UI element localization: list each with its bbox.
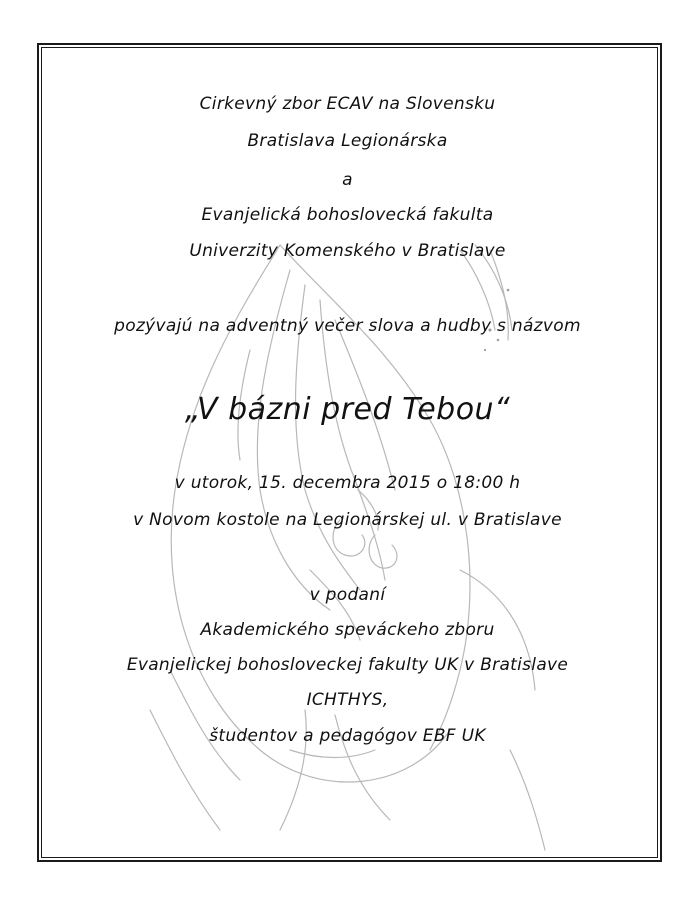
organizer-line-4: Univerzity Komenského v Bratislave [189,241,506,261]
event-venue: v Novom kostole na Legionárskej ul. v Bratislave [133,510,562,530]
organizer-conjunction: a [342,170,353,190]
event-datetime: v utorok, 15. decembra 2015 o 18:00 h [174,473,521,493]
performers-intro: v podaní [309,585,386,605]
organizer-line-1: Cirkevný zbor ECAV na Slovensku [199,94,496,114]
performers-line-2: Evanjelickej bohosloveckej fakulty UK v Bratislave [126,655,569,675]
performers-line-3: ICHTHYS, [306,690,389,710]
performers-line-1: Akademického speváckeho zboru [200,620,495,640]
event-title: „V bázni pred Tebou“ [184,392,511,427]
invitation-text: pozývajú na adventný večer slova a hudby s názvom [114,316,581,336]
organizer-line-2: Bratislava Legionárska [247,131,448,151]
organizer-line-3: Evanjelická bohoslovecká fakulta [201,205,494,225]
performers-line-4: študentov a pedagógov EBF UK [209,726,486,746]
